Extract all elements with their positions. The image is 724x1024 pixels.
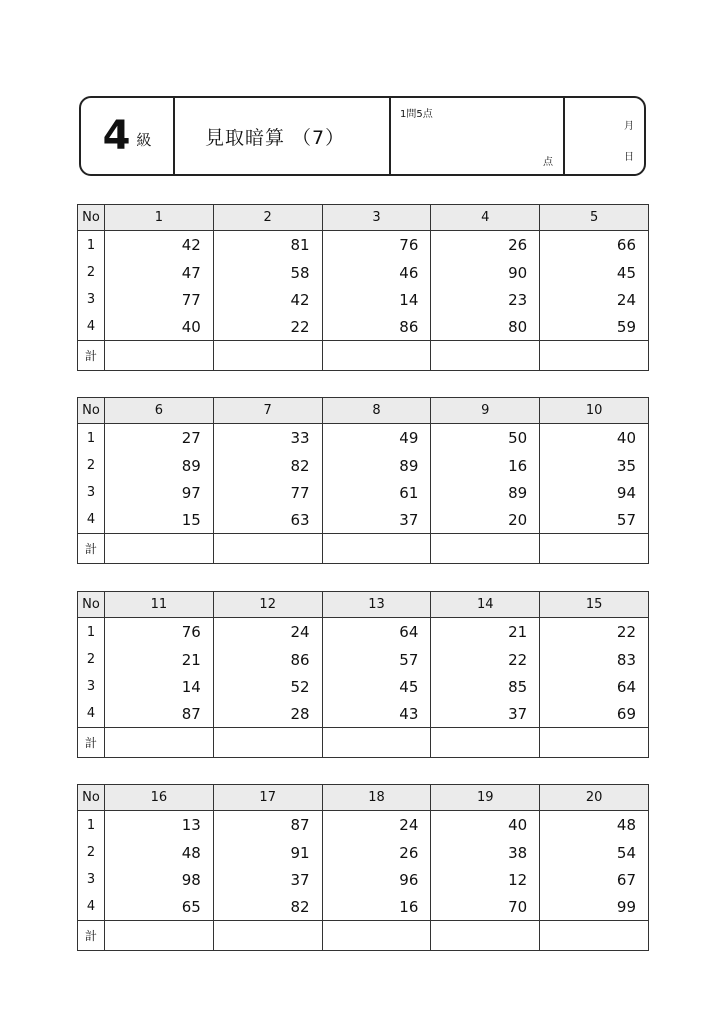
table-row <box>78 506 649 534</box>
addend-cell: 64 <box>540 673 649 700</box>
problem-number-header: 14 <box>431 592 540 618</box>
addend-cell: 21 <box>431 618 540 647</box>
answer-cell[interactable] <box>431 534 540 564</box>
addend-cell: 50 <box>431 424 540 453</box>
row-label: 1 <box>78 618 105 647</box>
problem-number-header: 5 <box>540 205 649 231</box>
addend-cell: 99 <box>540 893 649 921</box>
addend-cell: 26 <box>431 231 540 260</box>
row-label: 4 <box>78 506 105 534</box>
addend-cell: 66 <box>540 231 649 260</box>
problem-number-header: 20 <box>540 785 649 811</box>
addend-cell: 89 <box>322 452 431 479</box>
table-row <box>78 231 649 260</box>
table-row <box>78 646 649 673</box>
worksheet-header <box>79 96 646 176</box>
problem-table-1 <box>77 204 649 371</box>
table-row <box>78 452 649 479</box>
problem-number-header: 3 <box>322 205 431 231</box>
addend-cell: 81 <box>213 231 322 260</box>
answer-cell[interactable] <box>213 921 322 951</box>
answer-cell[interactable] <box>540 534 649 564</box>
addend-cell: 37 <box>322 506 431 534</box>
title-cell <box>175 98 391 174</box>
addend-cell: 48 <box>540 811 649 840</box>
row-label: 1 <box>78 231 105 260</box>
addend-cell: 63 <box>213 506 322 534</box>
addend-cell: 65 <box>105 893 214 921</box>
addend-cell: 91 <box>213 839 322 866</box>
day-label: 日 <box>624 152 634 163</box>
addend-cell: 16 <box>322 893 431 921</box>
table-row <box>78 424 649 453</box>
row-label: 3 <box>78 673 105 700</box>
month-label: 月 <box>624 121 634 132</box>
addend-cell: 58 <box>213 259 322 286</box>
total-row <box>78 341 649 371</box>
addend-cell: 12 <box>431 866 540 893</box>
addend-cell: 90 <box>431 259 540 286</box>
addend-cell: 57 <box>322 646 431 673</box>
addend-cell: 28 <box>213 700 322 728</box>
addend-cell: 57 <box>540 506 649 534</box>
addend-cell: 40 <box>105 313 214 341</box>
addend-cell: 59 <box>540 313 649 341</box>
addend-cell: 82 <box>213 452 322 479</box>
addend-cell: 37 <box>213 866 322 893</box>
answer-cell[interactable] <box>105 534 214 564</box>
points-per-question: 1問5点 <box>400 109 433 120</box>
addend-cell: 85 <box>431 673 540 700</box>
addend-cell: 16 <box>431 452 540 479</box>
addend-cell: 87 <box>213 811 322 840</box>
addend-cell: 45 <box>540 259 649 286</box>
table-row <box>78 479 649 506</box>
addend-cell: 23 <box>431 286 540 313</box>
problem-number-header: 7 <box>213 398 322 424</box>
table-row <box>78 811 649 840</box>
addend-cell: 82 <box>213 893 322 921</box>
row-label: 4 <box>78 893 105 921</box>
no-header: No <box>78 398 105 424</box>
addend-cell: 96 <box>322 866 431 893</box>
table-row <box>78 618 649 647</box>
addend-cell: 52 <box>213 673 322 700</box>
problem-number-header: 2 <box>213 205 322 231</box>
addend-cell: 77 <box>213 479 322 506</box>
addend-cell: 67 <box>540 866 649 893</box>
problem-number-header: 10 <box>540 398 649 424</box>
answer-cell[interactable] <box>322 341 431 371</box>
answer-cell[interactable] <box>105 728 214 758</box>
problem-number-header: 1 <box>105 205 214 231</box>
problem-number-header: 4 <box>431 205 540 231</box>
addend-cell: 15 <box>105 506 214 534</box>
table-row <box>78 286 649 313</box>
answer-cell[interactable] <box>105 921 214 951</box>
table-row <box>78 673 649 700</box>
table-row <box>78 866 649 893</box>
addend-cell: 98 <box>105 866 214 893</box>
addend-cell: 97 <box>105 479 214 506</box>
addend-cell: 61 <box>322 479 431 506</box>
addend-cell: 45 <box>322 673 431 700</box>
addend-cell: 77 <box>105 286 214 313</box>
addend-cell: 37 <box>431 700 540 728</box>
table-row <box>78 839 649 866</box>
addend-cell: 24 <box>213 618 322 647</box>
no-header: No <box>78 205 105 231</box>
addend-cell: 49 <box>322 424 431 453</box>
table-row <box>78 313 649 341</box>
addend-cell: 94 <box>540 479 649 506</box>
problem-number-header: 17 <box>213 785 322 811</box>
problem-number-header: 13 <box>322 592 431 618</box>
addend-cell: 89 <box>105 452 214 479</box>
answer-cell[interactable] <box>322 921 431 951</box>
table-row <box>78 700 649 728</box>
addend-cell: 83 <box>540 646 649 673</box>
problem-number-header: 16 <box>105 785 214 811</box>
no-header: No <box>78 592 105 618</box>
addend-cell: 46 <box>322 259 431 286</box>
total-label: 計 <box>78 534 105 564</box>
row-label: 1 <box>78 811 105 840</box>
addend-cell: 86 <box>322 313 431 341</box>
row-label: 3 <box>78 479 105 506</box>
row-label: 2 <box>78 452 105 479</box>
total-row <box>78 728 649 758</box>
addend-cell: 43 <box>322 700 431 728</box>
addend-cell: 24 <box>540 286 649 313</box>
problem-table-4 <box>77 784 649 951</box>
score-unit: 点 <box>543 157 553 168</box>
addend-cell: 33 <box>213 424 322 453</box>
addend-cell: 14 <box>105 673 214 700</box>
addend-cell: 38 <box>431 839 540 866</box>
addend-cell: 35 <box>540 452 649 479</box>
answer-cell[interactable] <box>213 341 322 371</box>
problem-number-header: 11 <box>105 592 214 618</box>
addend-cell: 80 <box>431 313 540 341</box>
answer-cell[interactable] <box>431 341 540 371</box>
addend-cell: 42 <box>213 286 322 313</box>
addend-cell: 27 <box>105 424 214 453</box>
addend-cell: 20 <box>431 506 540 534</box>
addend-cell: 22 <box>540 618 649 647</box>
row-label: 2 <box>78 259 105 286</box>
addend-cell: 40 <box>431 811 540 840</box>
problem-table-2 <box>77 397 649 564</box>
problem-table-3 <box>77 591 649 758</box>
row-label: 1 <box>78 424 105 453</box>
addend-cell: 76 <box>105 618 214 647</box>
addend-cell: 48 <box>105 839 214 866</box>
answer-cell[interactable] <box>431 921 540 951</box>
addend-cell: 24 <box>322 811 431 840</box>
table-row <box>78 893 649 921</box>
answer-cell[interactable] <box>540 341 649 371</box>
row-label: 2 <box>78 839 105 866</box>
answer-cell[interactable] <box>322 534 431 564</box>
addend-cell: 54 <box>540 839 649 866</box>
addend-cell: 26 <box>322 839 431 866</box>
date-cell[interactable] <box>565 98 644 174</box>
addend-cell: 47 <box>105 259 214 286</box>
problem-number-header: 18 <box>322 785 431 811</box>
answer-cell[interactable] <box>540 728 649 758</box>
addend-cell: 14 <box>322 286 431 313</box>
grade-suffix: 級 <box>136 130 152 149</box>
addend-cell: 21 <box>105 646 214 673</box>
addend-cell: 76 <box>322 231 431 260</box>
answer-cell[interactable] <box>540 921 649 951</box>
addend-cell: 22 <box>213 313 322 341</box>
addend-cell: 70 <box>431 893 540 921</box>
total-row <box>78 921 649 951</box>
answer-cell[interactable] <box>213 534 322 564</box>
answer-cell[interactable] <box>213 728 322 758</box>
score-cell[interactable] <box>391 98 565 174</box>
problem-number-header: 8 <box>322 398 431 424</box>
worksheet-title: 見取暗算 （7） <box>205 126 346 149</box>
addend-cell: 64 <box>322 618 431 647</box>
problem-number-header: 9 <box>431 398 540 424</box>
addend-cell: 87 <box>105 700 214 728</box>
row-label: 3 <box>78 866 105 893</box>
addend-cell: 42 <box>105 231 214 260</box>
row-label: 2 <box>78 646 105 673</box>
row-label: 4 <box>78 700 105 728</box>
problem-number-header: 15 <box>540 592 649 618</box>
grade-number: 4 <box>102 113 131 159</box>
addend-cell: 13 <box>105 811 214 840</box>
no-header: No <box>78 785 105 811</box>
problem-number-header: 12 <box>213 592 322 618</box>
grade-cell <box>81 98 175 174</box>
addend-cell: 40 <box>540 424 649 453</box>
row-label: 3 <box>78 286 105 313</box>
answer-cell[interactable] <box>105 341 214 371</box>
total-row <box>78 534 649 564</box>
problem-number-header: 6 <box>105 398 214 424</box>
addend-cell: 86 <box>213 646 322 673</box>
answer-cell[interactable] <box>322 728 431 758</box>
addend-cell: 69 <box>540 700 649 728</box>
addend-cell: 22 <box>431 646 540 673</box>
total-label: 計 <box>78 341 105 371</box>
answer-cell[interactable] <box>431 728 540 758</box>
total-label: 計 <box>78 921 105 951</box>
total-label: 計 <box>78 728 105 758</box>
row-label: 4 <box>78 313 105 341</box>
table-row <box>78 259 649 286</box>
problem-number-header: 19 <box>431 785 540 811</box>
addend-cell: 89 <box>431 479 540 506</box>
